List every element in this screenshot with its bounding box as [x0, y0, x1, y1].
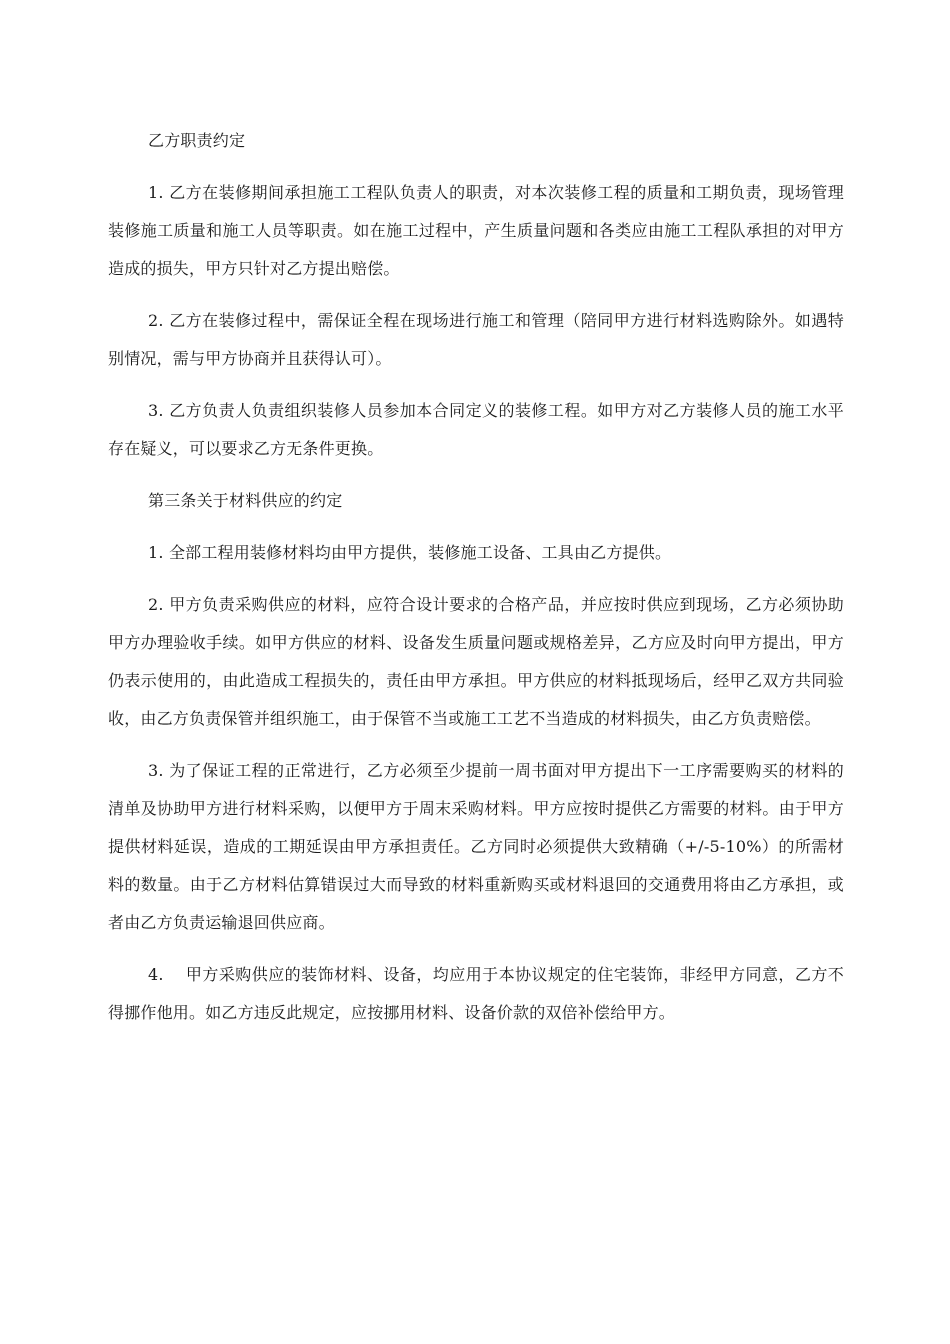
paragraph-material-2: 2. 甲方负责采购供应的材料，应符合设计要求的合格产品，并应按时供应到现场，乙方必须协助甲方办理验收手续。如甲方供应的材料、设备发生质量问题或规格差异，乙方应及时向甲方提出，甲方仍表示使用的，由此造成工程损失的，责任由甲方承担。甲方供应的材料抵现场后，经甲乙双方共同验收，由乙方负责保管并组织施工，由于保管不当或施工工艺不当造成的材料损失，由乙方负责赔偿。 — [108, 595, 844, 728]
paragraph-party-b-duty-1: 1. 乙方在装修期间承担施工工程队负责人的职责，对本次装修工程的质量和工期负责，现场管理装修施工质量和施工人员等职责。如在施工过程中，产生质量问题和各类应由施工工程队承担的对甲方造成的损失，甲方只针对乙方提出赔偿。 — [108, 183, 844, 278]
paragraph-material-3: 3. 为了保证工程的正常进行，乙方必须至少提前一周书面对甲方提出下一工序需要购买的材料的清单及协助甲方进行材料采购，以便甲方于周末采购材料。甲方应按时提供乙方需要的材料。由于甲方提供材料延误，造成的工期延误由甲方承担责任。乙方同时必须提供大致精确（+/-5-10%）的所需材料的数量。由于乙方材料估算错误过大而导致的材料重新购买或材料退回的交通费用将由乙方承担，或者由乙方负责运输退回供应商。 — [108, 761, 844, 932]
paragraph-party-b-duty-3: 3. 乙方负责人负责组织装修人员参加本合同定义的装修工程。如甲方对乙方装修人员的施工水平存在疑义，可以要求乙方无条件更换。 — [108, 401, 844, 458]
section-heading-party-b-duties: 乙方职责约定 — [148, 131, 246, 150]
paragraph-material-1: 1. 全部工程用装修材料均由甲方提供，装修施工设备、工具由乙方提供。 — [148, 543, 672, 562]
document-body — [108, 122, 844, 1046]
section-heading-article-3: 第三条关于材料供应的约定 — [148, 491, 343, 510]
paragraph-material-4: 4. 甲方采购供应的装饰材料、设备，均应用于本协议规定的住宅装饰，非经甲方同意，乙方不得挪作他用。如乙方违反此规定，应按挪用材料、设备价款的双倍补偿给甲方。 — [108, 965, 844, 1022]
paragraph-party-b-duty-2: 2. 乙方在装修过程中，需保证全程在现场进行施工和管理（陪同甲方进行材料选购除外。如遇特别情况，需与甲方协商并且获得认可）。 — [108, 311, 844, 368]
